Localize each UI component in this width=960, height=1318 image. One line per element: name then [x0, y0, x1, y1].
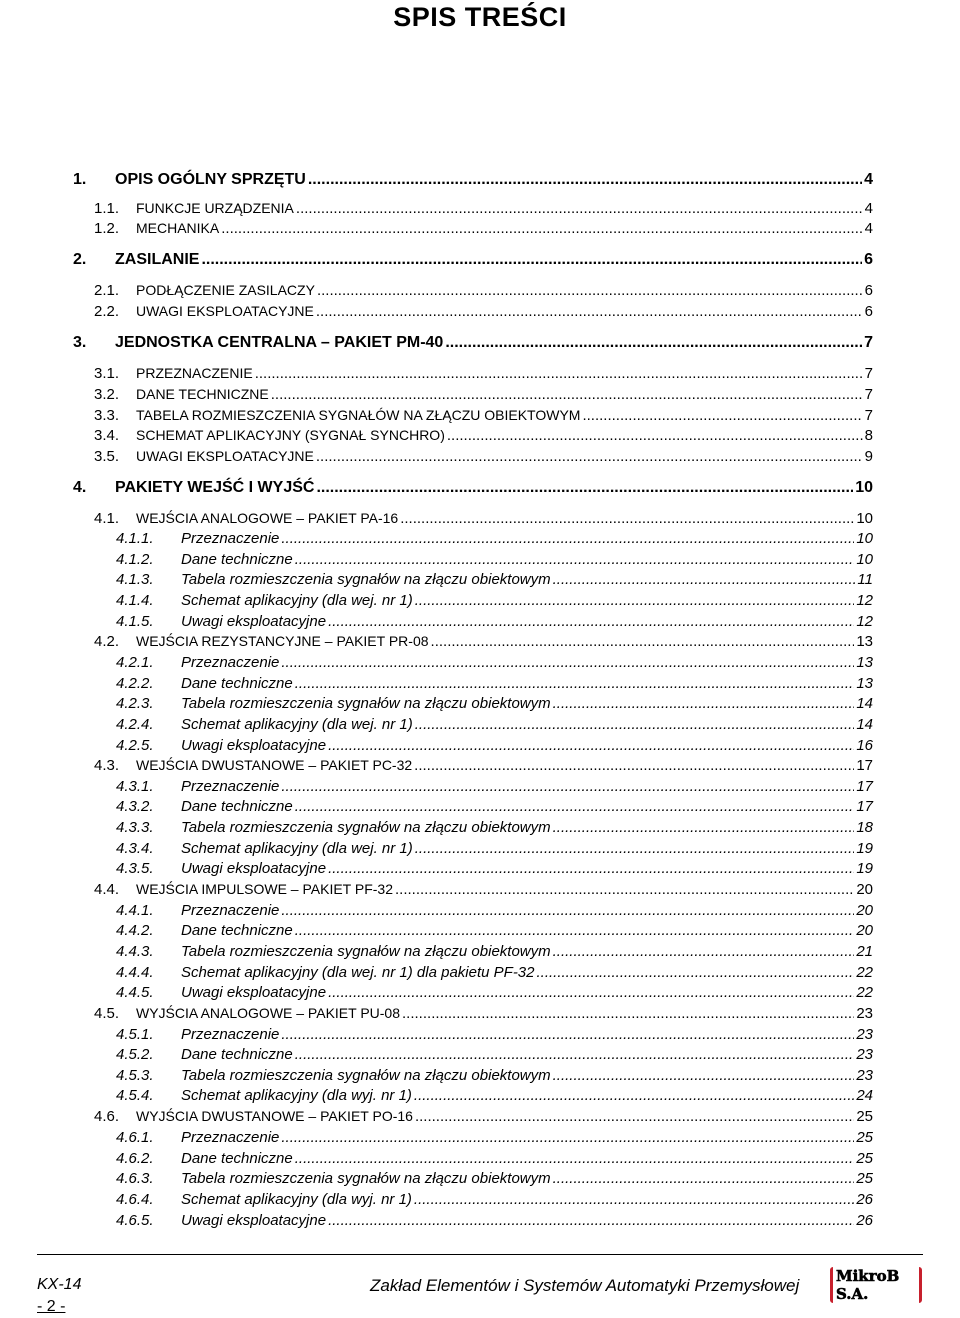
toc-dot-leader — [316, 449, 863, 464]
toc-entry-page: 13 — [856, 675, 873, 692]
toc-entry-number: 3.3. — [94, 407, 120, 424]
toc-entry-4-3-5[interactable] — [116, 861, 873, 876]
toc-entry-4-5[interactable] — [94, 1006, 873, 1021]
toc-entry-page: 20 — [856, 922, 873, 939]
toc-dot-leader — [445, 335, 862, 351]
toc-entry-title: DANE TECHNICZNE — [136, 386, 269, 402]
toc-entry-2[interactable] — [73, 252, 873, 268]
toc-entry-title: UWAGI EKSPLOATACYJNE — [136, 448, 314, 464]
toc-entry-page: 4 — [864, 171, 873, 188]
toc-entry-number: 4.6.1. — [116, 1129, 154, 1146]
toc-dot-leader — [328, 1213, 854, 1228]
toc-entry-page: 10 — [856, 530, 873, 547]
toc-entry-1[interactable] — [73, 172, 873, 188]
toc-entry-4-2-4[interactable] — [116, 717, 873, 732]
toc-dot-leader — [317, 283, 863, 298]
toc-entry-page: 22 — [856, 964, 873, 981]
toc-entry-4-5-4[interactable] — [116, 1088, 873, 1103]
toc-dot-leader — [328, 614, 854, 629]
toc-dot-leader — [316, 304, 863, 319]
toc-entry-title: Przeznaczenie — [181, 654, 280, 671]
toc-dot-leader — [295, 1047, 855, 1062]
toc-entry-title: SCHEMAT APLIKACYJNY (SYGNAŁ SYNCHRO) — [136, 427, 445, 443]
toc-dot-leader — [295, 799, 855, 814]
toc-entry-page: 17 — [856, 757, 873, 774]
page-number: - 2 - — [37, 1298, 66, 1315]
toc-entry-number: 1.2. — [94, 220, 120, 237]
toc-entry-number: 3. — [73, 334, 87, 351]
toc-entry-1-1[interactable] — [94, 201, 873, 216]
toc-entry-number: 4.2.2. — [116, 675, 154, 692]
toc-entry-page: 25 — [856, 1129, 873, 1146]
logo-text: MikroB S.A. — [833, 1267, 919, 1303]
toc-dot-leader — [395, 882, 854, 897]
toc-dot-leader — [400, 511, 854, 526]
toc-entry-title: Schemat aplikacyjny (dla wyj. nr 1) — [181, 1087, 412, 1104]
toc-entry-4-6[interactable] — [94, 1109, 873, 1124]
toc-dot-leader — [447, 428, 863, 443]
toc-dot-leader — [415, 717, 855, 732]
toc-entry-4-2-2[interactable] — [116, 676, 873, 691]
toc-entry-page: 10 — [856, 510, 873, 527]
toc-entry-page: 26 — [856, 1212, 873, 1229]
toc-entry-page: 13 — [856, 633, 873, 650]
toc-entry-title: Uwagi eksploatacyjne — [181, 1212, 327, 1229]
toc-dot-leader — [308, 172, 862, 188]
toc-entry-number: 2.2. — [94, 303, 120, 320]
toc-dot-leader — [415, 1109, 854, 1124]
toc-entry-number: 4.5.3. — [116, 1067, 154, 1084]
toc-entry-2-2[interactable] — [94, 304, 873, 319]
toc-entry-page: 4 — [864, 220, 873, 237]
toc-entry-page: 23 — [856, 1067, 873, 1084]
toc-entry-4-3-4[interactable] — [116, 841, 873, 856]
toc-entry-number: 4.3.3. — [116, 819, 154, 836]
toc-entry-title: OPIS OGÓLNY SPRZĘTU — [115, 171, 306, 188]
toc-dot-leader — [281, 531, 854, 546]
toc-dot-leader — [328, 861, 854, 876]
toc-entry-4-4-3[interactable] — [116, 944, 873, 959]
toc-entry-3-1[interactable] — [94, 366, 873, 381]
toc-dot-leader — [553, 696, 855, 711]
toc-entry-4-3-1[interactable] — [116, 779, 873, 794]
toc-entry-2-1[interactable] — [94, 283, 873, 298]
toc-entry-title: Schemat aplikacyjny (dla wyj. nr 1) — [181, 1191, 412, 1208]
toc-entry-number: 4.6.5. — [116, 1212, 154, 1229]
toc-dot-leader — [553, 944, 855, 959]
toc-entry-4-6-5[interactable] — [116, 1213, 873, 1228]
toc-entry-title: ZASILANIE — [115, 251, 200, 268]
toc-entry-page: 7 — [864, 407, 873, 424]
toc-entry-page: 20 — [856, 902, 873, 919]
toc-dot-leader — [316, 480, 853, 496]
toc-entry-number: 2. — [73, 251, 87, 268]
toc-entry-4-3[interactable] — [94, 758, 873, 773]
company-logo — [830, 1267, 922, 1303]
toc-entry-4-1-3[interactable] — [116, 572, 873, 587]
toc-entry-page: 8 — [864, 427, 873, 444]
toc-entry-title: FUNKCJE URZĄDZENIA — [136, 200, 294, 216]
toc-dot-leader — [295, 923, 855, 938]
toc-entry-4-4[interactable] — [94, 882, 873, 897]
toc-dot-leader — [402, 1006, 854, 1021]
toc-entry-3-4[interactable] — [94, 428, 873, 443]
toc-entry-title: Schemat aplikacyjny (dla wej. nr 1) dla pakietu PF-32 — [181, 964, 535, 981]
toc-entry-number: 4.3.1. — [116, 778, 154, 795]
toc-entry-number: 4.5. — [94, 1005, 120, 1022]
toc-entry-4-2[interactable] — [94, 634, 873, 649]
toc-dot-leader — [553, 572, 856, 587]
toc-entry-page: 17 — [856, 798, 873, 815]
toc-entry-4-2-5[interactable] — [116, 738, 873, 753]
toc-entry-4-2-1[interactable] — [116, 655, 873, 670]
toc-entry-title: UWAGI EKSPLOATACYJNE — [136, 303, 314, 319]
toc-entry-title: Tabela rozmieszczenia sygnałów na złączu obiektowym — [181, 1067, 551, 1084]
toc-entry-page: 25 — [856, 1150, 873, 1167]
toc-entry-title: PAKIETY WEJŚĆ I WYJŚĆ — [115, 479, 315, 496]
toc-entry-3-2[interactable] — [94, 387, 873, 402]
toc-entry-4-1-1[interactable] — [116, 531, 873, 546]
toc-entry-page: 21 — [856, 943, 873, 960]
toc-entry-page: 22 — [856, 984, 873, 1001]
toc-entry-page: 10 — [856, 551, 873, 568]
toc-entry-title: JEDNOSTKA CENTRALNA – PAKIET PM-40 — [115, 334, 444, 351]
toc-entry-number: 4.6.2. — [116, 1150, 154, 1167]
toc-entry-title: Przeznaczenie — [181, 902, 280, 919]
toc-dot-leader — [328, 985, 854, 1000]
toc-entry-number: 4.1.2. — [116, 551, 154, 568]
toc-entry-title: Przeznaczenie — [181, 1129, 280, 1146]
toc-entry-page: 11 — [857, 571, 873, 588]
toc-entry-title: WYJŚCIA DWUSTANOWE – PAKIET PO-16 — [136, 1108, 413, 1124]
toc-entry-4-6-3[interactable] — [116, 1171, 873, 1186]
toc-dot-leader — [328, 738, 854, 753]
toc-entry-page: 19 — [856, 860, 873, 877]
toc-entry-page: 6 — [864, 303, 873, 320]
toc-dot-leader — [296, 201, 863, 216]
toc-entry-title: Tabela rozmieszczenia sygnałów na złączu obiektowym — [181, 695, 551, 712]
toc-entry-title: Przeznaczenie — [181, 530, 280, 547]
toc-entry-4-3-3[interactable] — [116, 820, 873, 835]
toc-entry-title: WEJŚCIA IMPULSOWE – PAKIET PF-32 — [136, 881, 393, 897]
toc-dot-leader — [295, 552, 855, 567]
toc-entry-title: WEJŚCIA DWUSTANOWE – PAKIET PC-32 — [136, 757, 413, 773]
toc-dot-leader — [295, 676, 855, 691]
toc-entry-number: 4.4.5. — [116, 984, 154, 1001]
toc-entry-title: Tabela rozmieszczenia sygnałów na złączu obiektowym — [181, 1170, 551, 1187]
toc-entry-page: 6 — [864, 251, 873, 268]
toc-entry-3-5[interactable] — [94, 449, 873, 464]
toc-entry-4-5-1[interactable] — [116, 1027, 873, 1042]
toc-entry-title: Schemat aplikacyjny (dla wej. nr 1) — [181, 592, 413, 609]
toc-entry-page: 26 — [856, 1191, 873, 1208]
toc-entry-number: 1.1. — [94, 200, 120, 217]
toc-entry-page: 23 — [856, 1005, 873, 1022]
toc-entry-page: 23 — [856, 1026, 873, 1043]
toc-entry-page: 20 — [856, 881, 873, 898]
toc-dot-leader — [281, 655, 854, 670]
toc-entry-page: 14 — [856, 695, 873, 712]
toc-dot-leader — [281, 1130, 854, 1145]
table-of-contents — [0, 170, 960, 1250]
toc-entry-4-1-5[interactable] — [116, 614, 873, 629]
toc-entry-4-1-4[interactable] — [116, 593, 873, 608]
toc-entry-page: 24 — [856, 1087, 873, 1104]
toc-entry-page: 25 — [856, 1170, 873, 1187]
toc-entry-title: Dane techniczne — [181, 551, 293, 568]
toc-entry-page: 9 — [864, 448, 873, 465]
document-code: KX-14 — [37, 1276, 82, 1293]
toc-entry-number: 4.5.1. — [116, 1026, 154, 1043]
toc-entry-4-4-5[interactable] — [116, 985, 873, 1000]
toc-dot-leader — [281, 779, 854, 794]
toc-entry-4-4-2[interactable] — [116, 923, 873, 938]
toc-dot-leader — [553, 1171, 855, 1186]
toc-dot-leader — [281, 1027, 854, 1042]
toc-entry-3-3[interactable] — [94, 408, 873, 423]
toc-entry-page: 7 — [864, 365, 873, 382]
toc-entry-number: 4.6.3. — [116, 1170, 154, 1187]
toc-entry-title: Schemat aplikacyjny (dla wej. nr 1) — [181, 716, 413, 733]
toc-dot-leader — [414, 1088, 854, 1103]
toc-dot-leader — [537, 965, 855, 980]
toc-entry-page: 16 — [856, 737, 873, 754]
toc-dot-leader — [255, 366, 863, 381]
toc-entry-number: 4.4. — [94, 881, 120, 898]
toc-entry-page: 4 — [864, 200, 873, 217]
toc-entry-number: 4.6.4. — [116, 1191, 154, 1208]
toc-dot-leader — [295, 1151, 855, 1166]
toc-entry-4-6-4[interactable] — [116, 1192, 873, 1207]
toc-entry-title: Dane techniczne — [181, 798, 293, 815]
toc-dot-leader — [221, 221, 862, 236]
toc-dot-leader — [271, 387, 863, 402]
toc-entry-title: Tabela rozmieszczenia sygnałów na złączu obiektowym — [181, 943, 551, 960]
toc-entry-title: TABELA ROZMIESZCZENIA SYGNAŁÓW NA ZŁĄCZU OBIEKTOWYM — [136, 407, 581, 423]
toc-dot-leader — [281, 903, 854, 918]
company-name: Zakład Elementów i Systemów Automatyki Przemysłowej — [370, 1276, 800, 1295]
toc-entry-page: 19 — [856, 840, 873, 857]
toc-entry-title: Uwagi eksploatacyjne — [181, 860, 327, 877]
toc-dot-leader — [415, 841, 855, 856]
toc-entry-title: WEJŚCIA ANALOGOWE – PAKIET PA-16 — [136, 510, 399, 526]
toc-entry-4-1[interactable] — [94, 511, 873, 526]
toc-entry-page: 7 — [864, 386, 873, 403]
toc-entry-page: 25 — [856, 1108, 873, 1125]
toc-entry-number: 4.1. — [94, 510, 120, 527]
toc-dot-leader — [414, 1192, 854, 1207]
toc-entry-number: 4.4.2. — [116, 922, 154, 939]
toc-entry-number: 4.4.4. — [116, 964, 154, 981]
toc-entry-number: 3.4. — [94, 427, 120, 444]
toc-entry-number: 4.3. — [94, 757, 120, 774]
toc-entry-title: Schemat aplikacyjny (dla wej. nr 1) — [181, 840, 413, 857]
toc-dot-leader — [414, 758, 854, 773]
toc-entry-page: 18 — [856, 819, 873, 836]
toc-entry-number: 4.4.3. — [116, 943, 154, 960]
toc-entry-4-6-1[interactable] — [116, 1130, 873, 1145]
toc-dot-leader — [553, 1068, 855, 1083]
toc-entry-number: 4.1.1. — [116, 530, 154, 547]
toc-entry-page: 10 — [855, 479, 873, 496]
toc-entry-title: Tabela rozmieszczenia sygnałów na złączu obiektowym — [181, 819, 551, 836]
toc-entry-4-6-2[interactable] — [116, 1151, 873, 1166]
toc-entry-4-2-3[interactable] — [116, 696, 873, 711]
toc-entry-number: 4.2.1. — [116, 654, 154, 671]
toc-entry-title: Dane techniczne — [181, 1046, 293, 1063]
toc-entry-number: 4.2.4. — [116, 716, 154, 733]
toc-entry-number: 4.1.5. — [116, 613, 154, 630]
toc-entry-page: 13 — [856, 654, 873, 671]
toc-entry-1-2[interactable] — [94, 221, 873, 236]
toc-entry-number: 4.2.3. — [116, 695, 154, 712]
toc-entry-page: 7 — [864, 334, 873, 351]
toc-entry-number: 4.3.4. — [116, 840, 154, 857]
toc-entry-4-4-1[interactable] — [116, 903, 873, 918]
toc-entry-page: 14 — [856, 716, 873, 733]
toc-entry-number: 4. — [73, 479, 87, 496]
toc-entry-number: 4.4.1. — [116, 902, 154, 919]
toc-entry-4-4-4[interactable] — [116, 965, 873, 980]
toc-entry-title: Tabela rozmieszczenia sygnałów na złączu obiektowym — [181, 571, 551, 588]
toc-entry-page: 12 — [856, 613, 873, 630]
toc-entry-number: 3.2. — [94, 386, 120, 403]
toc-entry-title: Dane techniczne — [181, 922, 293, 939]
toc-dot-leader — [553, 820, 855, 835]
toc-entry-number: 4.3.5. — [116, 860, 154, 877]
toc-entry-title: WEJŚCIA REZYSTANCYJNE – PAKIET PR-08 — [136, 633, 429, 649]
toc-entry-title: PRZEZNACZENIE — [136, 365, 253, 381]
toc-entry-title: Dane techniczne — [181, 1150, 293, 1167]
toc-entry-page: 17 — [856, 778, 873, 795]
toc-dot-leader — [582, 408, 862, 423]
toc-entry-4-5-2[interactable] — [116, 1047, 873, 1062]
toc-entry-number: 4.5.2. — [116, 1046, 154, 1063]
toc-entry-title: Przeznaczenie — [181, 1026, 280, 1043]
toc-dot-leader — [431, 634, 855, 649]
toc-entry-3[interactable] — [73, 335, 873, 351]
toc-entry-title: MECHANIKA — [136, 220, 220, 236]
toc-entry-number: 4.1.3. — [116, 571, 154, 588]
footer-divider — [37, 1254, 923, 1255]
toc-entry-title: Uwagi eksploatacyjne — [181, 737, 327, 754]
toc-entry-4-1-2[interactable] — [116, 552, 873, 567]
toc-entry-number: 3.5. — [94, 448, 120, 465]
toc-entry-4-5-3[interactable] — [116, 1068, 873, 1083]
toc-entry-title: Uwagi eksploatacyjne — [181, 984, 327, 1001]
toc-dot-leader — [201, 252, 862, 268]
toc-entry-title: Dane techniczne — [181, 675, 293, 692]
toc-entry-title: Uwagi eksploatacyjne — [181, 613, 327, 630]
toc-entry-number: 4.2.5. — [116, 737, 154, 754]
toc-entry-number: 2.1. — [94, 282, 120, 299]
toc-entry-title: Przeznaczenie — [181, 778, 280, 795]
toc-entry-page: 23 — [856, 1046, 873, 1063]
toc-entry-number: 4.1.4. — [116, 592, 154, 609]
toc-entry-page: 6 — [864, 282, 873, 299]
toc-entry-title: PODŁĄCZENIE ZASILACZY — [136, 282, 315, 298]
toc-entry-number: 3.1. — [94, 365, 120, 382]
toc-entry-number: 4.6. — [94, 1108, 120, 1125]
toc-entry-number: 4.2. — [94, 633, 120, 650]
toc-entry-title: WYJŚCIA ANALOGOWE – PAKIET PU-08 — [136, 1005, 401, 1021]
toc-entry-number: 1. — [73, 171, 87, 188]
toc-entry-4-3-2[interactable] — [116, 799, 873, 814]
page-title: SPIS TREŚCI — [393, 2, 567, 32]
toc-dot-leader — [415, 593, 855, 608]
toc-entry-number: 4.3.2. — [116, 798, 154, 815]
toc-entry-4[interactable] — [73, 480, 873, 496]
toc-entry-number: 4.5.4. — [116, 1087, 154, 1104]
toc-entry-page: 12 — [856, 592, 873, 609]
